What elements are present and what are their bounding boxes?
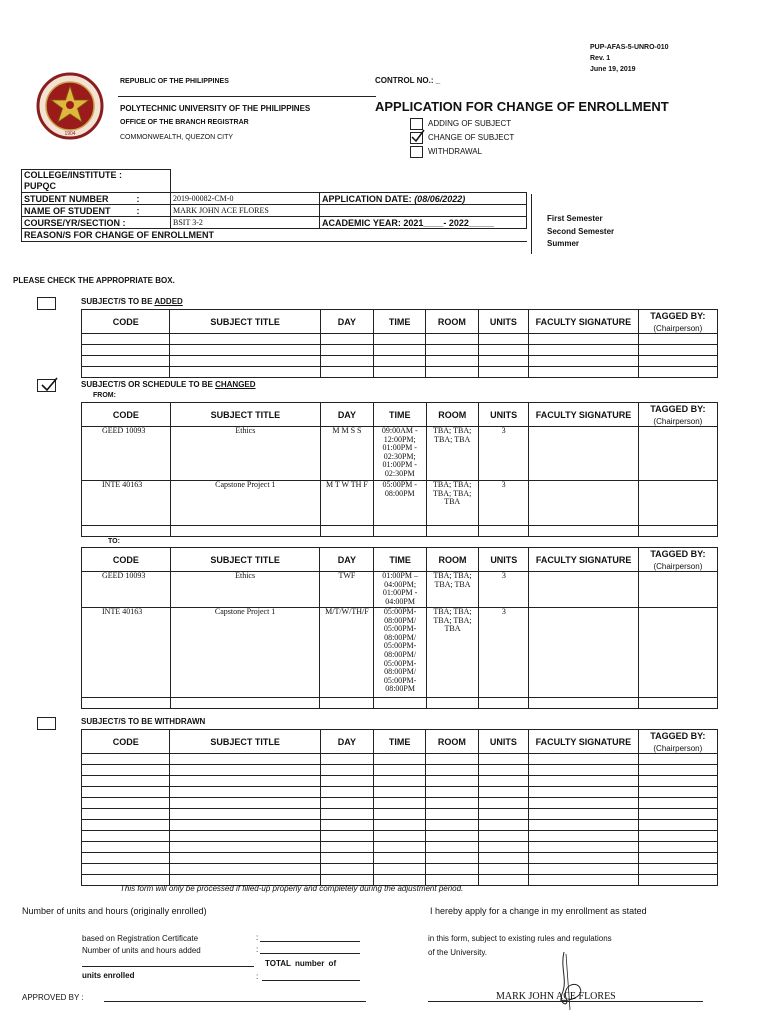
day-cell[interactable]: M T W TH F	[320, 481, 373, 526]
column-header: TIME	[373, 730, 425, 754]
table-cell[interactable]	[638, 754, 717, 765]
based-on-label: based on Registration Certificate	[82, 934, 199, 943]
table-cell[interactable]	[479, 698, 529, 709]
column-header: FACULTY SIGNATURE	[529, 310, 639, 334]
table-cell[interactable]	[638, 853, 717, 864]
table-cell[interactable]	[426, 526, 478, 537]
changed-to-table	[81, 547, 718, 709]
added-subjects-table	[81, 309, 718, 378]
application-date-value[interactable]: (08/06/2022)	[414, 193, 466, 204]
table-cell[interactable]	[170, 809, 320, 820]
units-enrolled-label: units enrolled	[82, 971, 135, 980]
day-cell[interactable]: TWF	[320, 572, 374, 608]
table-cell[interactable]	[170, 787, 320, 798]
table-cell[interactable]	[373, 526, 426, 537]
student-number-label: STUDENT NUMBER	[24, 193, 109, 204]
code-cell[interactable]: INTE 40163	[82, 608, 171, 698]
table-cell[interactable]	[82, 798, 170, 809]
republic-label: REPUBLIC OF THE PHILIPPINES	[120, 78, 229, 85]
column-header: ROOM	[426, 403, 478, 427]
column-header: TIME	[373, 403, 426, 427]
table-cell[interactable]	[426, 356, 478, 367]
academic-year-label[interactable]: ACADEMIC YEAR: 2021____- 2022_____	[320, 217, 527, 229]
room-cell[interactable]: TBA; TBA; TBA; TBA; TBA	[426, 608, 478, 698]
table-cell[interactable]	[82, 776, 170, 787]
time-cell[interactable]: 05:00PM- 08:00PM/ 05:00PM- 08:00PM/ 05:00PM- 08:00PM/ 05:00PM- 08:00PM/ 05:00PM- 08:00PM	[374, 608, 427, 698]
table-cell[interactable]	[426, 820, 478, 831]
tagged-by-header: TAGGED BY: (Chairperson)	[638, 548, 717, 572]
table-cell[interactable]	[529, 754, 639, 765]
application-statement-2: in this form, subject to existing rules and regulations	[428, 934, 612, 943]
table-cell[interactable]	[373, 345, 425, 356]
column-header: CODE	[82, 548, 171, 572]
table-cell[interactable]	[638, 345, 717, 356]
university-seal-icon	[36, 72, 104, 140]
city-name: COMMONWEALTH, QUEZON CITY	[120, 134, 234, 141]
table-cell[interactable]	[529, 787, 639, 798]
table-cell[interactable]	[638, 367, 717, 378]
table-cell[interactable]	[170, 864, 320, 875]
table-cell[interactable]	[638, 809, 717, 820]
table-cell[interactable]	[478, 345, 528, 356]
column-header: UNITS	[478, 403, 528, 427]
table-cell[interactable]	[478, 864, 528, 875]
withdrawn-section-checkbox[interactable]	[37, 717, 56, 730]
column-header: DAY	[320, 403, 373, 427]
table-cell[interactable]	[170, 367, 320, 378]
column-header: FACULTY SIGNATURE	[529, 403, 638, 427]
table-cell[interactable]	[529, 842, 639, 853]
tagged-by-cell[interactable]	[638, 481, 717, 526]
table-cell[interactable]	[82, 864, 170, 875]
table-row	[82, 608, 718, 698]
table-cell[interactable]	[170, 754, 320, 765]
table-cell[interactable]	[82, 853, 170, 864]
column-header: CODE	[82, 730, 170, 754]
table-cell[interactable]	[638, 875, 717, 886]
application-statement-3: of the University.	[428, 948, 487, 957]
table-row	[82, 481, 718, 526]
table-cell[interactable]	[478, 526, 528, 537]
table-cell[interactable]	[170, 776, 320, 787]
table-cell[interactable]	[320, 820, 373, 831]
column-header: ROOM	[426, 310, 478, 334]
room-cell[interactable]: TBA; TBA; TBA; TBA	[426, 427, 478, 481]
table-cell[interactable]	[478, 831, 528, 842]
table-cell[interactable]	[170, 853, 320, 864]
day-cell[interactable]: M/T/W/TH/F	[320, 608, 374, 698]
added-units-field[interactable]	[260, 953, 360, 954]
table-cell[interactable]	[478, 334, 528, 345]
table-cell[interactable]	[373, 367, 425, 378]
table-cell[interactable]	[320, 526, 373, 537]
table-cell[interactable]	[320, 798, 373, 809]
table-cell[interactable]	[478, 754, 528, 765]
column-header: UNITS	[479, 548, 529, 572]
form-title: APPLICATION FOR CHANGE OF ENROLLMENT	[375, 99, 669, 114]
column-header: FACULTY SIGNATURE	[529, 548, 638, 572]
to-label: TO:	[108, 538, 120, 545]
table-cell[interactable]	[478, 809, 528, 820]
time-cell[interactable]: 05:00PM - 08:00PM	[373, 481, 426, 526]
table-row	[82, 345, 718, 356]
table-cell[interactable]	[170, 345, 320, 356]
table-cell[interactable]	[638, 334, 717, 345]
office-name: OFFICE OF THE BRANCH REGISTRAR	[120, 119, 249, 126]
table-cell[interactable]	[529, 526, 638, 537]
table-row	[82, 754, 718, 765]
table-cell[interactable]	[373, 356, 425, 367]
table-cell[interactable]	[638, 698, 717, 709]
control-number-value: _	[435, 76, 441, 85]
table-cell[interactable]	[529, 345, 639, 356]
summer-option[interactable]: Summer	[547, 239, 580, 248]
column-header: UNITS	[478, 730, 528, 754]
control-number-label: CONTROL NO.:	[375, 76, 434, 85]
column-header: DAY	[320, 310, 373, 334]
table-header-row	[82, 730, 718, 754]
table-cell[interactable]	[638, 798, 717, 809]
processing-note: This form will only be processed if filled-up properly and completely during the adjustment period.	[120, 884, 464, 893]
day-cell[interactable]: M M S S	[320, 427, 373, 481]
changed-section-title: SUBJECT/S OR SCHEDULE TO BE CHANGED	[81, 380, 256, 389]
original-units-field[interactable]	[260, 941, 360, 942]
table-cell[interactable]	[529, 820, 639, 831]
faculty-signature-cell[interactable]	[529, 572, 638, 608]
form-revision: Rev. 1	[590, 55, 611, 62]
table-cell[interactable]	[478, 765, 528, 776]
approved-by-label: APPROVED BY :	[22, 993, 84, 1002]
subject-title-cell[interactable]: Ethics	[170, 427, 320, 481]
table-cell[interactable]	[373, 842, 425, 853]
table-cell[interactable]	[82, 367, 170, 378]
table-cell[interactable]	[373, 864, 425, 875]
table-cell[interactable]	[478, 820, 528, 831]
table-cell[interactable]	[529, 809, 639, 820]
table-cell[interactable]	[478, 787, 528, 798]
table-cell[interactable]	[426, 334, 478, 345]
adding-option-label: ADDING OF SUBJECT	[428, 119, 512, 128]
table-cell[interactable]	[170, 831, 320, 842]
column-header: CODE	[82, 310, 170, 334]
column-header: CODE	[82, 403, 171, 427]
table-cell[interactable]	[529, 864, 639, 875]
table-cell[interactable]	[529, 798, 639, 809]
student-name-label: NAME OF STUDENT	[24, 205, 111, 216]
table-cell[interactable]	[82, 754, 170, 765]
table-cell[interactable]	[320, 853, 373, 864]
added-section-title: SUBJECT/S TO BE ADDED	[81, 297, 183, 306]
changed-section-checkbox[interactable]	[37, 379, 56, 392]
table-cell[interactable]	[320, 809, 373, 820]
table-cell[interactable]	[426, 345, 478, 356]
faculty-signature-cell[interactable]	[529, 427, 638, 481]
college-value: PUPQC	[24, 181, 57, 191]
table-cell[interactable]	[529, 367, 639, 378]
student-number-value[interactable]: 2019-00082-CM-0	[171, 193, 320, 205]
table-cell[interactable]	[478, 842, 528, 853]
table-row	[82, 526, 718, 537]
faculty-signature-cell[interactable]	[529, 481, 638, 526]
changed-from-table	[81, 402, 718, 537]
table-header-row	[82, 403, 718, 427]
table-cell[interactable]	[638, 776, 717, 787]
seal-year: 1904	[64, 131, 76, 137]
table-cell[interactable]	[426, 367, 478, 378]
table-row	[82, 864, 718, 875]
column-header: SUBJECT TITLE	[170, 310, 320, 334]
column-header: TIME	[373, 310, 425, 334]
table-cell[interactable]	[426, 765, 478, 776]
college-label: COLLEGE/INSTITUTE :	[24, 170, 122, 180]
table-cell[interactable]	[638, 765, 717, 776]
table-cell[interactable]	[529, 765, 639, 776]
column-header: DAY	[320, 730, 373, 754]
table-cell[interactable]	[82, 698, 171, 709]
table-row	[82, 765, 718, 776]
table-cell[interactable]	[373, 787, 425, 798]
subject-title-cell[interactable]: Capstone Project 1	[170, 608, 320, 698]
column-header: ROOM	[426, 730, 478, 754]
table-cell[interactable]	[426, 787, 478, 798]
first-semester-option[interactable]: First Semester	[547, 214, 603, 223]
table-row	[82, 798, 718, 809]
table-row	[82, 572, 718, 608]
table-cell[interactable]	[170, 698, 320, 709]
table-cell[interactable]	[170, 798, 320, 809]
reason-label[interactable]: REASON/S FOR CHANGE OF ENROLLMENT	[22, 229, 527, 242]
table-header-row	[82, 310, 718, 334]
student-name-value[interactable]: MARK JOHN ACE FLORES	[171, 205, 320, 217]
table-cell[interactable]	[478, 798, 528, 809]
table-cell[interactable]	[426, 842, 478, 853]
table-row	[82, 776, 718, 787]
approved-by-field[interactable]	[104, 1001, 366, 1002]
table-cell[interactable]	[320, 698, 374, 709]
table-header-row	[82, 548, 718, 572]
table-cell[interactable]	[320, 334, 373, 345]
table-cell[interactable]	[426, 754, 478, 765]
instructions-text: PLEASE CHECK THE APPROPRIATE BOX.	[13, 276, 175, 285]
table-cell[interactable]	[426, 776, 478, 787]
application-date-label: APPLICATION DATE:	[322, 193, 412, 204]
semester-list	[547, 213, 614, 251]
table-cell[interactable]	[478, 367, 528, 378]
from-label: FROM:	[93, 392, 116, 399]
table-row	[82, 820, 718, 831]
table-cell[interactable]	[170, 765, 320, 776]
units-cell[interactable]: 3	[479, 572, 529, 608]
signature-icon	[540, 950, 590, 1012]
table-cell[interactable]	[320, 842, 373, 853]
table-cell[interactable]	[82, 334, 170, 345]
table-row	[82, 698, 718, 709]
table-cell[interactable]	[320, 776, 373, 787]
table-cell[interactable]	[426, 831, 478, 842]
table-cell[interactable]	[82, 787, 170, 798]
withdrawn-subjects-table	[81, 729, 718, 886]
table-cell[interactable]	[478, 356, 528, 367]
code-cell[interactable]: INTE 40163	[82, 481, 171, 526]
column-header: UNITS	[478, 310, 528, 334]
course-value[interactable]: BSIT 3-2	[171, 217, 320, 229]
table-cell[interactable]	[426, 853, 478, 864]
table-cell[interactable]	[529, 853, 639, 864]
table-cell[interactable]	[373, 765, 425, 776]
tagged-by-cell[interactable]	[638, 572, 717, 608]
column-header: FACULTY SIGNATURE	[529, 730, 639, 754]
table-cell[interactable]	[82, 765, 170, 776]
subject-title-cell[interactable]: Capstone Project 1	[170, 481, 320, 526]
table-cell[interactable]	[478, 853, 528, 864]
checkmark-icon	[411, 129, 425, 143]
table-row	[82, 356, 718, 367]
table-row	[82, 831, 718, 842]
table-cell[interactable]	[320, 356, 373, 367]
table-cell[interactable]	[374, 698, 427, 709]
withdrawal-option-label: WITHDRAWAL	[428, 147, 483, 156]
original-units-label: Number of units and hours (originally enrolled)	[22, 906, 207, 916]
column-header: SUBJECT TITLE	[170, 730, 320, 754]
table-cell[interactable]	[170, 842, 320, 853]
change-option-label: CHANGE OF SUBJECT	[428, 133, 515, 142]
table-cell[interactable]	[82, 356, 170, 367]
room-cell[interactable]: TBA; TBA; TBA; TBA	[426, 572, 478, 608]
total-label: TOTAL number of	[265, 959, 337, 968]
column-header: SUBJECT TITLE	[170, 548, 320, 572]
column-header: DAY	[320, 548, 374, 572]
table-cell[interactable]	[373, 853, 425, 864]
code-cell[interactable]: GEED 10093	[82, 427, 171, 481]
table-cell[interactable]	[426, 864, 478, 875]
table-cell[interactable]	[529, 698, 638, 709]
tagged-by-cell[interactable]	[638, 427, 717, 481]
table-row	[82, 842, 718, 853]
table-cell[interactable]	[170, 334, 320, 345]
table-cell[interactable]	[320, 787, 373, 798]
table-cell[interactable]	[373, 754, 425, 765]
units-cell[interactable]: 3	[478, 481, 528, 526]
table-cell[interactable]	[82, 831, 170, 842]
table-row	[82, 367, 718, 378]
code-cell[interactable]: GEED 10093	[82, 572, 171, 608]
withdrawal-option-checkbox[interactable]	[410, 146, 423, 158]
table-cell[interactable]	[426, 809, 478, 820]
applicant-signature-name: MARK JOHN ACE FLORES	[496, 991, 616, 1002]
table-cell[interactable]	[638, 864, 717, 875]
units-cell[interactable]: 3	[479, 608, 529, 698]
university-name: POLYTECHNIC UNIVERSITY OF THE PHILIPPINES	[120, 104, 311, 113]
table-cell[interactable]	[82, 842, 170, 853]
table-cell[interactable]	[373, 798, 425, 809]
second-semester-option[interactable]: Second Semester	[547, 226, 615, 236]
units-cell[interactable]: 3	[478, 427, 528, 481]
total-units-field[interactable]	[262, 980, 360, 981]
table-cell[interactable]	[638, 831, 717, 842]
table-cell[interactable]	[373, 776, 425, 787]
table-cell[interactable]	[373, 809, 425, 820]
table-cell[interactable]	[320, 864, 373, 875]
table-row	[82, 809, 718, 820]
time-cell[interactable]: 09:00AM - 12:00PM; 01:00PM - 02:30PM; 01:00PM - 02:30PM	[373, 427, 426, 481]
added-section-checkbox[interactable]	[37, 297, 56, 310]
application-statement-1: I hereby apply for a change in my enrollment as stated	[430, 906, 647, 916]
table-row	[82, 787, 718, 798]
table-cell[interactable]	[426, 698, 478, 709]
applicant-signature-line[interactable]	[428, 1001, 703, 1002]
table-cell[interactable]	[426, 798, 478, 809]
column-header: TIME	[374, 548, 427, 572]
tagged-by-cell[interactable]	[638, 608, 717, 698]
table-cell[interactable]	[638, 787, 717, 798]
course-label: COURSE/YR/SECTION :	[22, 217, 171, 229]
withdrawn-section-title: SUBJECT/S TO BE WITHDRAWN	[81, 717, 206, 726]
tagged-by-header: TAGGED BY: (Chairperson)	[638, 310, 717, 334]
tagged-by-header: TAGGED BY: (Chairperson)	[638, 730, 717, 754]
table-cell[interactable]	[82, 526, 171, 537]
checkmark-icon	[39, 376, 59, 392]
form-date: June 19, 2019	[590, 66, 636, 73]
tagged-by-header: TAGGED BY: (Chairperson)	[638, 403, 717, 427]
table-row	[82, 427, 718, 481]
table-row	[82, 334, 718, 345]
student-info-table: COLLEGE/INSTITUTE : PUPQC STUDENT NUMBER : 2019-00082-CM-0 APPLICATION DATE: (08/06/2022) NAME OF STUDENT : MARK JOHN ACE FLORES COURSE/YR/SECTION : BSIT 3-2 ACADEMIC YEAR: 2021____- 2022_____ REASON/S FOR CHANGE OF ENROLLMENT	[21, 169, 527, 242]
table-cell[interactable]	[82, 345, 170, 356]
time-cell[interactable]: 01:00PM – 04:00PM; 01:00PM - 04:00PM	[374, 572, 427, 608]
table-cell[interactable]	[170, 820, 320, 831]
table-cell[interactable]	[373, 831, 425, 842]
table-cell[interactable]	[529, 875, 639, 886]
form-code: PUP-AFAS-5-UNRO-010	[590, 44, 669, 51]
table-cell[interactable]	[82, 820, 170, 831]
table-cell[interactable]	[320, 765, 373, 776]
table-cell[interactable]	[320, 345, 373, 356]
table-cell[interactable]	[478, 776, 528, 787]
room-cell[interactable]: TBA; TBA; TBA; TBA; TBA	[426, 481, 478, 526]
table-cell[interactable]	[170, 356, 320, 367]
table-cell[interactable]	[82, 809, 170, 820]
table-row	[82, 853, 718, 864]
faculty-signature-cell[interactable]	[529, 608, 638, 698]
table-cell[interactable]	[529, 776, 639, 787]
table-cell[interactable]	[478, 875, 528, 886]
column-header: ROOM	[426, 548, 478, 572]
table-cell[interactable]	[529, 356, 639, 367]
table-cell[interactable]	[373, 334, 425, 345]
table-cell[interactable]	[529, 831, 639, 842]
table-cell[interactable]	[638, 842, 717, 853]
table-cell[interactable]	[320, 754, 373, 765]
added-units-label: Number of units and hours added	[82, 946, 201, 955]
change-option-checkbox[interactable]	[410, 132, 423, 144]
table-cell[interactable]	[320, 367, 373, 378]
table-cell[interactable]	[638, 356, 717, 367]
column-header: SUBJECT TITLE	[170, 403, 320, 427]
table-cell[interactable]	[373, 820, 425, 831]
table-cell[interactable]	[170, 526, 320, 537]
table-cell[interactable]	[638, 526, 717, 537]
table-cell[interactable]	[320, 831, 373, 842]
subject-title-cell[interactable]: Ethics	[170, 572, 320, 608]
table-cell[interactable]	[529, 334, 639, 345]
table-cell[interactable]	[638, 820, 717, 831]
